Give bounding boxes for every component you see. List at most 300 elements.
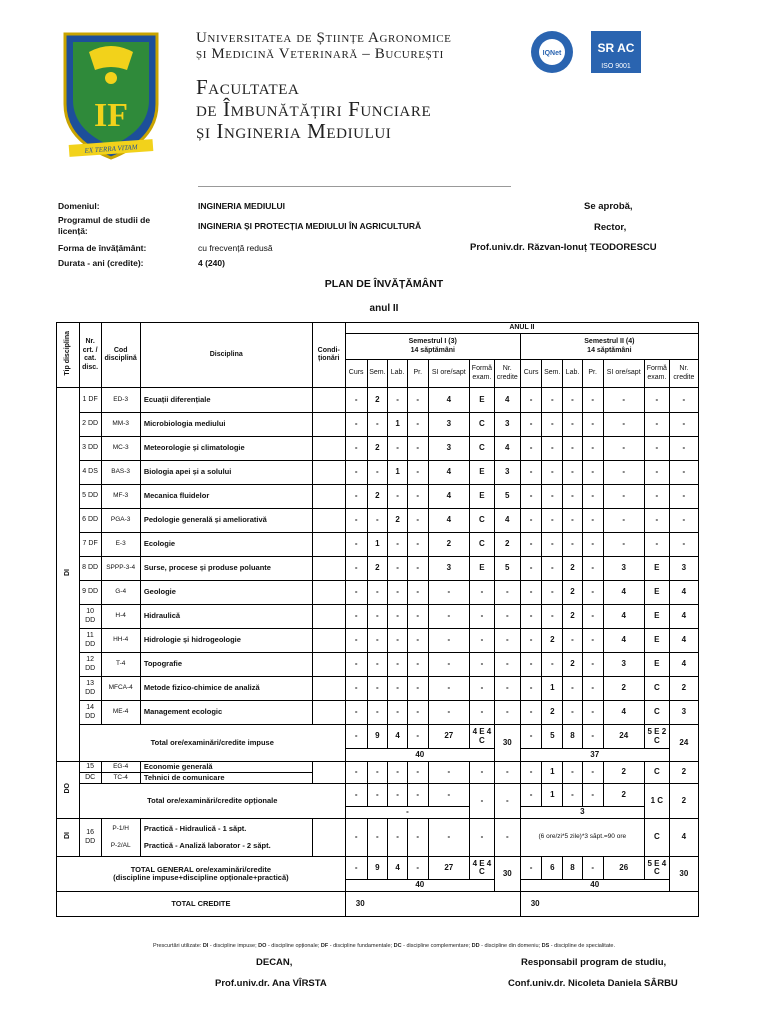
value-cell: - (428, 677, 469, 701)
column-header: SI ore/sapt (428, 360, 469, 388)
value-cell: - (345, 653, 367, 677)
value-cell: 4 (603, 581, 644, 605)
discipline-code: ED-3 (101, 388, 140, 413)
value-cell: - (520, 581, 542, 605)
discipline-nr: 8 DD (79, 557, 101, 581)
abbreviations-legend: Prescurtări utilizate: DI - discipline impuse; DO - discipline opționale; DF - discipline fundamentale; DC - discipline complementare; DD - discipline din domeniu; DS - discipline de specialitate. (152, 943, 615, 949)
discipline-nr: 14 DD (79, 701, 101, 725)
value-cell: E (470, 485, 495, 509)
value-cell: - (470, 629, 495, 653)
value-cell: - (582, 605, 603, 629)
value-cell: - (520, 485, 542, 509)
conditions-cell (312, 653, 345, 677)
value-cell: - (407, 784, 428, 807)
discipline-nr: 9 DD (79, 581, 101, 605)
value-cell: - (428, 701, 469, 725)
value-cell: E (644, 557, 669, 581)
value-cell: - (407, 857, 428, 880)
value-cell: 2 (367, 437, 388, 461)
value-cell: - (563, 629, 583, 653)
value-cell: C (644, 819, 669, 857)
value-program: INGINERIA ȘI PROTECȚIA MEDIULUI ÎN AGRICULTURĂ (198, 221, 422, 231)
discipline-code: MFCA-4 (101, 677, 140, 701)
value-cell: 4 (428, 388, 469, 413)
conditions-cell (312, 605, 345, 629)
total-sum: - (345, 807, 469, 819)
program-responsible-name: Conf.univ.dr. Nicoleta Daniela SÂRBU (508, 978, 678, 989)
discipline-code: EG-4 (101, 762, 140, 773)
value-cell: - (367, 701, 388, 725)
program-responsible-title: Responsabil program de studiu, (521, 957, 667, 968)
value-cell: 6 (542, 857, 563, 880)
value-cell: 3 (603, 653, 644, 677)
value-cell: - (582, 509, 603, 533)
srac-logo-text: SR AC (597, 41, 635, 55)
value-cell: - (345, 629, 367, 653)
value-cell: 4 (669, 581, 698, 605)
discipline-nr: 12 DD (79, 653, 101, 677)
value-cell: - (470, 581, 495, 605)
value-cell: - (345, 388, 367, 413)
total-sum: 37 (520, 749, 669, 762)
discipline-name: Mecanica fluidelor (140, 485, 312, 509)
value-cell: - (582, 677, 603, 701)
value-cell: - (470, 653, 495, 677)
column-header: Pr. (407, 360, 428, 388)
value-cell: 5 E 4 C (644, 857, 669, 880)
value-cell: - (669, 461, 698, 485)
discipline-nr: 6 DD (79, 509, 101, 533)
conditions-cell (312, 581, 345, 605)
value-cell: C (470, 413, 495, 437)
discipline-nr: 1 DF (79, 388, 101, 413)
value-cell: 9 (367, 725, 388, 749)
value-cell: - (367, 461, 388, 485)
value-cell: - (520, 701, 542, 725)
discipline-nr: 10 DD (79, 605, 101, 629)
discipline-code: SPPP-3-4 (101, 557, 140, 581)
value-cell: - (345, 509, 367, 533)
value-cell: - (470, 605, 495, 629)
column-header: Formă exam. (470, 360, 495, 388)
value-cell: - (520, 437, 542, 461)
value-cell: - (644, 388, 669, 413)
value-cell: - (669, 485, 698, 509)
value-cell: - (388, 557, 408, 581)
value-cell: - (582, 784, 603, 807)
value-cell: 5 (494, 557, 520, 581)
value-cell: 1 (388, 413, 408, 437)
value-cell: - (428, 653, 469, 677)
discipline-name: Tehnici de comunicare (140, 773, 312, 784)
value-cell: - (345, 533, 367, 557)
value-cell: E (470, 461, 495, 485)
conditions-cell (312, 485, 345, 509)
dean-title: DECAN, (256, 957, 293, 968)
value-cell: - (582, 701, 603, 725)
crest-motto: EX TERRA VITAM (84, 143, 138, 155)
value-cell: - (563, 701, 583, 725)
value-cell: 2 (669, 762, 698, 784)
conditions-cell (312, 533, 345, 557)
value-cell: 24 (603, 725, 644, 749)
value-cell: - (563, 784, 583, 807)
value-cell: - (407, 725, 428, 749)
header-divider (198, 186, 511, 187)
value-cell: 2 (669, 784, 698, 819)
discipline-code: H-4 (101, 605, 140, 629)
value-cell: - (345, 437, 367, 461)
discipline-nr: 16 DD (79, 819, 101, 857)
header-nr: Nr. crt. / cat. disc. (79, 323, 101, 388)
header-type: Tip disciplina (57, 323, 80, 388)
value-cell: - (407, 388, 428, 413)
value-cell: - (494, 629, 520, 653)
value-cell: - (669, 437, 698, 461)
value-cell: - (367, 784, 388, 807)
group-label-di-practice: DI (57, 819, 80, 857)
value-cell: 4 (494, 509, 520, 533)
value-cell: - (388, 677, 408, 701)
value-cell: - (388, 485, 408, 509)
plan-year: anul II (369, 303, 399, 314)
value-cell: 2 (603, 784, 644, 807)
discipline-code: ME-4 (101, 701, 140, 725)
value-cell: - (644, 413, 669, 437)
value-cell: - (388, 762, 408, 784)
crest-monogram: IF (94, 97, 128, 134)
faculty-name: Facultatea de Îmbunătățiri Funciare și Ingineria Mediului (196, 75, 432, 143)
column-header: Sem. (367, 360, 388, 388)
value-cell: 3 (494, 461, 520, 485)
discipline-nr: 5 DD (79, 485, 101, 509)
value-cell: - (644, 533, 669, 557)
conditions-cell (312, 677, 345, 701)
group-label-do: DO (57, 762, 80, 819)
header-code: Cod disciplină (101, 323, 140, 388)
value-cell: - (603, 485, 644, 509)
discipline-code: BAS-3 (101, 461, 140, 485)
value-cell: - (388, 701, 408, 725)
value-cell: 2 (542, 629, 563, 653)
practice-hours: (6 ore/zi*5 zile)*3 săpt.=90 ore (520, 819, 644, 857)
value-cell: - (388, 437, 408, 461)
value-cell: - (345, 581, 367, 605)
value-cell: - (582, 629, 603, 653)
conditions-cell (312, 701, 345, 725)
value-cell: 1 (542, 762, 563, 784)
value-cell: - (345, 701, 367, 725)
value-cell: 2 (367, 485, 388, 509)
value-cell: 1 (388, 461, 408, 485)
value-cell: - (644, 485, 669, 509)
value-cell: 2 (563, 605, 583, 629)
label-program: Programul de studii de licență: (58, 215, 151, 236)
value-cell: 4 (669, 605, 698, 629)
conditions-cell (312, 437, 345, 461)
value-cell: - (494, 605, 520, 629)
value-cell: 2 (563, 581, 583, 605)
value-cell: 2 (563, 557, 583, 581)
value-cell: - (603, 388, 644, 413)
value-cell: - (407, 819, 428, 857)
total-credits-s2: 30 (520, 892, 698, 917)
header-discipline: Disciplina (140, 323, 312, 388)
value-cell: 1 (542, 784, 563, 807)
dean-name: Prof.univ.dr. Ana VÎRSTA (215, 978, 327, 989)
value-cell: 4 (494, 388, 520, 413)
value-cell: 4 (669, 819, 698, 857)
value-cell: 4 (669, 629, 698, 653)
value-domain: INGINERIA MEDIULUI (198, 201, 286, 211)
value-cell: 30 (494, 725, 520, 762)
value-cell: - (494, 653, 520, 677)
value-cell: - (582, 533, 603, 557)
value-cell: - (582, 388, 603, 413)
value-cell: - (644, 437, 669, 461)
value-cell: - (644, 509, 669, 533)
value-cell: 4 (428, 509, 469, 533)
value-cell: C (644, 701, 669, 725)
value-cell: - (582, 581, 603, 605)
value-cell: - (520, 725, 542, 749)
value-cell: - (428, 605, 469, 629)
value-cell: - (428, 762, 469, 784)
discipline-code: PGA-3 (101, 509, 140, 533)
value-cell: - (388, 605, 408, 629)
value-cell: - (367, 653, 388, 677)
discipline-nr: 3 DD (79, 437, 101, 461)
value-cell: 9 (367, 857, 388, 880)
value-cell: - (428, 784, 469, 807)
value-cell: 2 (388, 509, 408, 533)
value-duration: 4 (240) (198, 258, 225, 268)
label-domain: Domeniul: (58, 201, 100, 211)
value-cell: E (644, 629, 669, 653)
iqnet-logo-text: IQNet (542, 50, 562, 57)
value-cell: - (407, 533, 428, 557)
total-sum: 40 (345, 749, 494, 762)
value-cell: - (407, 461, 428, 485)
total-sum: 40 (520, 880, 669, 892)
value-cell: 1 (367, 533, 388, 557)
value-cell: - (542, 509, 563, 533)
label-duration: Durata - ani (credite): (58, 258, 144, 268)
approval-text: Se aprobă, (584, 201, 633, 212)
conditions-cell (312, 413, 345, 437)
discipline-nr: 7 DF (79, 533, 101, 557)
value-cell: - (388, 629, 408, 653)
value-cell: - (345, 725, 367, 749)
discipline-code: E-3 (101, 533, 140, 557)
value-cell: - (520, 413, 542, 437)
column-header: Nr. credite (669, 360, 698, 388)
value-cell: - (428, 819, 469, 857)
value-cell: E (470, 557, 495, 581)
conditions-cell (312, 762, 345, 784)
conditions-cell (312, 629, 345, 653)
value-cell: - (563, 388, 583, 413)
value-cell: - (388, 819, 408, 857)
certification-logos (528, 30, 643, 74)
value-cell: - (563, 485, 583, 509)
value-cell: - (563, 413, 583, 437)
discipline-nr: DC (79, 773, 101, 784)
value-cell: - (520, 677, 542, 701)
value-cell: C (470, 533, 495, 557)
value-cell: - (407, 701, 428, 725)
discipline-code: MF-3 (101, 485, 140, 509)
value-cell: 2 (494, 533, 520, 557)
value-cell: - (367, 629, 388, 653)
value-cell: - (542, 605, 563, 629)
discipline-name: Ecologie (140, 533, 312, 557)
value-cell: - (470, 784, 495, 819)
value-cell: - (345, 413, 367, 437)
value-cell: 8 (563, 725, 583, 749)
value-cell: - (470, 677, 495, 701)
discipline-name: Surse, procese și produse poluante (140, 557, 312, 581)
value-cell: - (520, 557, 542, 581)
discipline-name: Pedologie generală și ameliorativă (140, 509, 312, 533)
value-cell: 4 (603, 605, 644, 629)
value-cell: - (367, 413, 388, 437)
column-header: Curs (520, 360, 542, 388)
value-cell: - (407, 509, 428, 533)
approval-role: Rector, (594, 222, 627, 233)
discipline-code: G-4 (101, 581, 140, 605)
value-cell: - (520, 388, 542, 413)
column-header: Pr. (582, 360, 603, 388)
value-cell: 4 (428, 485, 469, 509)
value-cell: 4 (494, 437, 520, 461)
discipline-nr: 4 DS (79, 461, 101, 485)
total-general-label: TOTAL GENERAL ore/examinări/credite (discipline impuse+discipline opționale+practică) (57, 857, 346, 892)
value-cell: - (388, 784, 408, 807)
value-cell: - (407, 413, 428, 437)
value-cell: - (582, 857, 603, 880)
value-cell: 4 (669, 653, 698, 677)
value-cell: - (407, 762, 428, 784)
value-cell: - (520, 762, 542, 784)
value-cell: - (407, 629, 428, 653)
discipline-nr: 2 DD (79, 413, 101, 437)
value-cell: - (520, 653, 542, 677)
value-cell: - (603, 461, 644, 485)
value-cell: - (542, 413, 563, 437)
value-cell: - (407, 653, 428, 677)
value-cell: - (345, 762, 367, 784)
value-cell: 1 (542, 677, 563, 701)
discipline-name: Economie generală (140, 762, 312, 773)
value-cell: 4 E 4 C (470, 857, 495, 880)
value-cell: 4 (388, 725, 408, 749)
value-cell: - (563, 762, 583, 784)
value-cell: 2 (563, 653, 583, 677)
value-cell: 4 (603, 701, 644, 725)
discipline-code: TC-4 (101, 773, 140, 784)
discipline-code: T-4 (101, 653, 140, 677)
value-cell: - (542, 461, 563, 485)
header-semester-2: Semestrul II (4) 14 săptămâni (520, 334, 698, 360)
value-cell: - (563, 509, 583, 533)
value-cell: - (542, 437, 563, 461)
column-header: Formă exam. (644, 360, 669, 388)
column-header: Lab. (563, 360, 583, 388)
value-cell: 26 (603, 857, 644, 880)
value-cell: - (669, 413, 698, 437)
value-cell: - (407, 605, 428, 629)
value-cell: - (345, 605, 367, 629)
value-cell: 4 (603, 629, 644, 653)
total-credits-s1: 30 (345, 892, 520, 917)
column-header: Nr. credite (494, 360, 520, 388)
university-name: Universitatea de Științe Agronomice și Medicină Veterinară – București (196, 30, 452, 62)
value-cell: - (582, 653, 603, 677)
value-cell: - (520, 533, 542, 557)
curriculum-table-body (57, 323, 699, 917)
faculty-crest-logo (59, 30, 163, 162)
value-cell: 3 (428, 557, 469, 581)
curriculum-table (56, 322, 699, 917)
value-cell: - (345, 557, 367, 581)
discipline-name: Microbiologia mediului (140, 413, 312, 437)
value-cell: - (345, 819, 367, 857)
plan-title: PLAN DE ÎNVĂȚĂMÂNT (324, 278, 444, 290)
discipline-name: Ecuații diferențiale (140, 388, 312, 413)
value-cell: 24 (669, 725, 698, 762)
value-cell: 3 (428, 437, 469, 461)
value-cell: - (582, 485, 603, 509)
discipline-name: Hidrologie și hidrogeologie (140, 629, 312, 653)
discipline-name: Biologia apei și a solului (140, 461, 312, 485)
discipline-name: Practică - Hidraulică - 1 săpt. Practică - Analiză laborator - 2 săpt. (140, 819, 312, 857)
value-cell: - (367, 605, 388, 629)
conditions-cell (312, 557, 345, 581)
label-form: Forma de învățământ: (58, 243, 147, 253)
value-cell: - (542, 653, 563, 677)
value-cell: - (582, 557, 603, 581)
group-label-di: DI (57, 388, 80, 762)
value-cell: - (388, 533, 408, 557)
value-cell: - (582, 437, 603, 461)
header-year: ANUL II (345, 323, 698, 334)
value-cell: - (428, 629, 469, 653)
column-header: Lab. (388, 360, 408, 388)
value-cell: - (603, 437, 644, 461)
conditions-cell (312, 388, 345, 413)
value-cell: - (520, 605, 542, 629)
value-cell: - (520, 629, 542, 653)
value-cell: C (644, 677, 669, 701)
value-cell: - (494, 581, 520, 605)
header-semester-1: Semestrul I (3) 14 săptămâni (345, 334, 520, 360)
value-cell: - (582, 762, 603, 784)
value-cell: 2 (603, 677, 644, 701)
value-cell: - (494, 677, 520, 701)
value-cell: - (582, 725, 603, 749)
value-cell: - (407, 677, 428, 701)
value-cell: - (388, 653, 408, 677)
value-cell: 5 (542, 725, 563, 749)
value-cell: 2 (367, 388, 388, 413)
value-cell: - (542, 581, 563, 605)
value-cell: 5 (494, 485, 520, 509)
value-cell: 3 (669, 557, 698, 581)
value-cell: - (494, 784, 520, 819)
value-cell: 2 (603, 762, 644, 784)
total-optionale-label: Total ore/examinări/credite opționale (79, 784, 345, 819)
